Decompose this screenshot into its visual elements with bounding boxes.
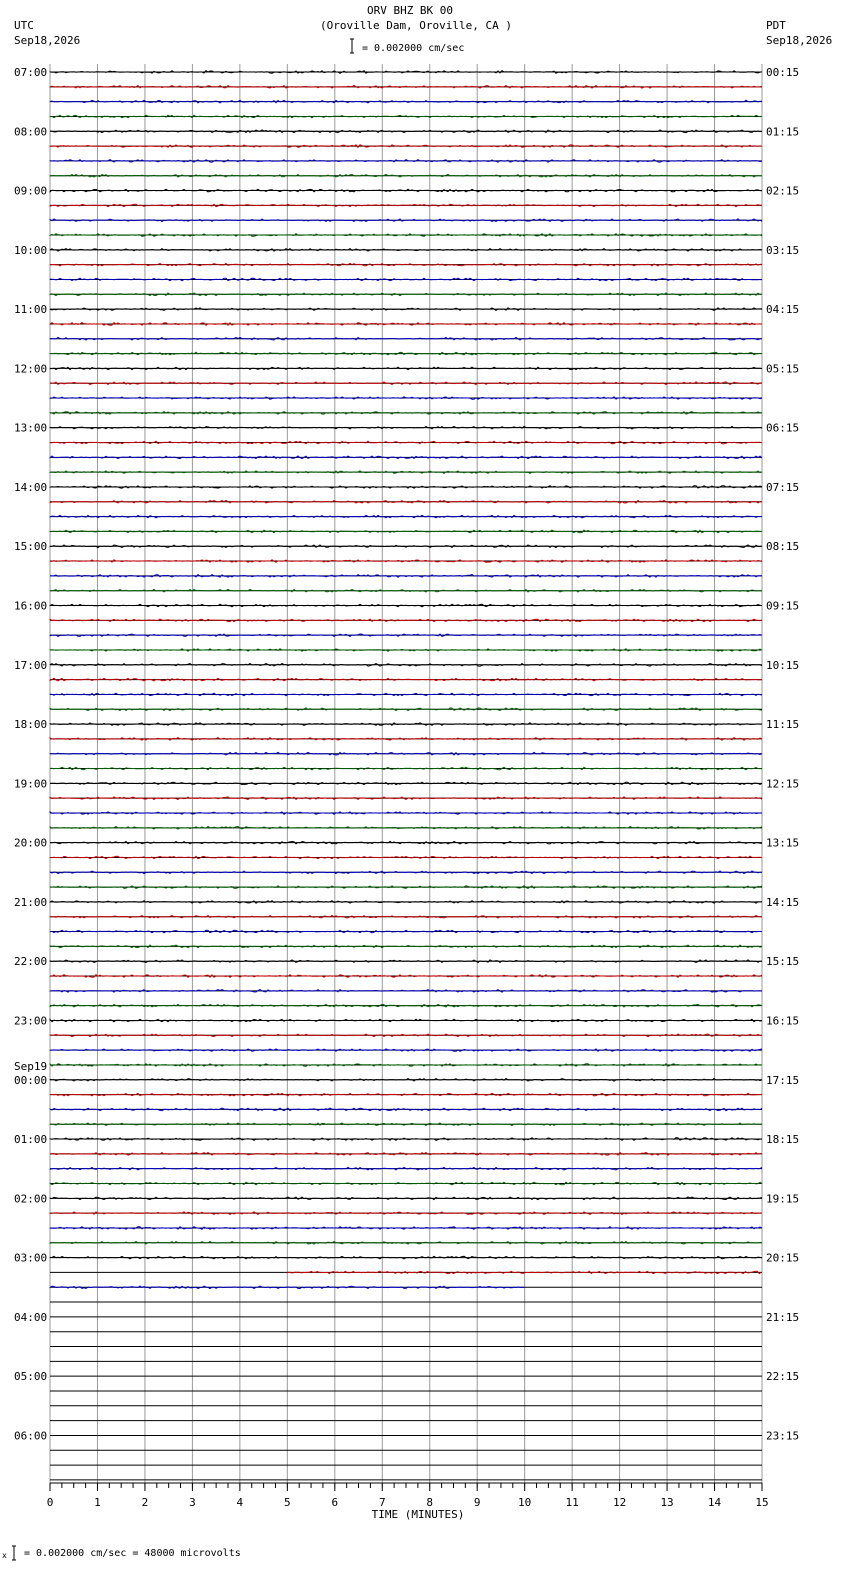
seismic-trace: [50, 426, 762, 429]
seismic-trace: [50, 412, 762, 415]
right-hour-label: 16:15: [766, 1014, 800, 1028]
seismic-trace: [50, 397, 762, 400]
right-hour-label: 18:15: [766, 1133, 800, 1147]
right-hour-label: 23:15: [766, 1429, 800, 1443]
right-hour-label: 17:15: [766, 1073, 800, 1087]
left-hour-label: 11:00: [14, 303, 48, 317]
seismic-trace: [50, 1034, 762, 1037]
right-hour-label: 03:15: [766, 243, 800, 257]
seismic-trace: [50, 752, 762, 755]
seismic-trace: [50, 382, 762, 385]
left-hour-label: 08:00: [14, 125, 48, 139]
seismic-trace: [50, 100, 762, 103]
footer-scale-label: = 0.002000 cm/sec = 48000 microvolts: [24, 1548, 241, 1559]
left-hour-label: 22:00: [14, 955, 48, 969]
right-hour-label: 19:15: [766, 1192, 800, 1206]
x-tick-label: 1: [94, 1496, 101, 1509]
seismic-trace: [50, 530, 762, 533]
left-hour-label: 13:00: [14, 421, 48, 435]
x-axis: [47, 1483, 769, 1509]
seismic-trace: [50, 174, 762, 177]
left-hour-label: 04:00: [14, 1310, 48, 1324]
seismic-trace: [50, 767, 762, 770]
scale-label: = 0.002000 cm/sec: [362, 43, 465, 54]
x-tick-label: 9: [473, 1496, 481, 1509]
seismic-trace: [50, 249, 762, 252]
right-hour-label: 06:15: [766, 421, 800, 435]
x-tick-label: 0: [46, 1496, 54, 1509]
seismic-trace: [50, 1064, 762, 1067]
seismic-trace: [50, 604, 762, 607]
seismic-trace: [50, 71, 762, 74]
plot-grid: [50, 64, 762, 1488]
left-hour-label: 03:00: [14, 1251, 48, 1265]
footer-corner-mark: x: [2, 1551, 7, 1560]
x-tick-label: 15: [755, 1496, 769, 1509]
seismic-trace: [50, 1256, 762, 1259]
right-timezone: PDT: [766, 19, 786, 32]
seismic-trace: [50, 782, 762, 785]
left-hour-label: 14:00: [14, 480, 48, 494]
seismic-trace: [50, 1212, 762, 1215]
seismic-trace: [50, 323, 762, 326]
right-hour-label: 15:15: [766, 955, 800, 969]
x-tick-label: 14: [707, 1496, 722, 1509]
right-hour-label: 05:15: [766, 362, 800, 376]
seismic-trace: [50, 693, 762, 696]
seismic-trace: [50, 649, 762, 652]
right-hour-label: 08:15: [766, 540, 800, 554]
seismic-trace: [50, 1167, 762, 1170]
x-tick-label: 5: [284, 1496, 291, 1509]
right-date: Sep18,2026: [766, 34, 833, 47]
x-tick-label: 8: [426, 1496, 434, 1509]
seismic-trace: [50, 619, 762, 622]
seismic-trace: [50, 501, 762, 504]
right-hour-label: 01:15: [766, 125, 800, 139]
seismic-trace: [50, 723, 762, 726]
seismic-trace: [50, 1079, 762, 1082]
seismic-trace: [50, 1004, 762, 1007]
seismic-trace: [50, 1049, 762, 1051]
x-axis-label: TIME (MINUTES): [371, 1508, 465, 1521]
left-hour-label: 15:00: [14, 540, 48, 554]
seismic-trace: [50, 827, 762, 830]
seismic-trace: [50, 145, 762, 148]
left-hour-label: 18:00: [14, 718, 48, 732]
right-hour-label: 10:15: [766, 658, 800, 672]
left-hour-label: 20:00: [14, 836, 48, 850]
seismic-trace: [50, 960, 762, 963]
left-hour-label: 06:00: [14, 1429, 48, 1443]
x-tick-label: 12: [612, 1496, 627, 1509]
seismic-trace: [50, 189, 762, 192]
right-hour-label: 20:15: [766, 1251, 800, 1265]
station-location: (Oroville Dam, Oroville, CA ): [319, 19, 513, 32]
x-tick-label: 13: [660, 1496, 674, 1509]
seismic-trace: [50, 263, 762, 266]
left-hour-label: 09:00: [14, 184, 48, 198]
seismic-trace: [50, 678, 762, 681]
seismic-trace: [50, 945, 762, 948]
right-hour-label: 22:15: [766, 1370, 800, 1384]
seismic-trace: [50, 664, 762, 667]
station-title: ORV BHZ BK 00: [366, 4, 454, 17]
x-tick-label: 7: [378, 1496, 386, 1509]
seismic-trace: [50, 708, 762, 711]
seismic-trace: [50, 367, 762, 370]
right-hour-label: 13:15: [766, 836, 800, 850]
left-hour-label: 19:00: [14, 777, 48, 791]
right-hour-label: 11:15: [766, 718, 800, 732]
x-tick-label: 11: [565, 1496, 579, 1509]
seismic-trace: [50, 471, 762, 474]
right-hour-label: 09:15: [766, 599, 800, 613]
x-tick-label: 2: [141, 1496, 149, 1509]
left-hour-label: 21:00: [14, 895, 48, 909]
left-hour-label: 07:00: [14, 66, 48, 79]
seismic-trace: [50, 352, 762, 355]
seismic-trace: [50, 338, 762, 341]
seismic-trace: [50, 634, 762, 636]
x-tick-label: 3: [189, 1496, 196, 1509]
left-hour-label: 10:00: [14, 243, 48, 257]
seismic-trace: [50, 308, 762, 311]
seismic-trace: [50, 1197, 762, 1200]
seismic-trace: [50, 219, 762, 222]
seismic-trace: [50, 1019, 762, 1022]
seismic-trace: [50, 1108, 762, 1111]
seismic-trace: [50, 204, 762, 207]
seismic-trace: [50, 1123, 762, 1126]
left-timezone: UTC: [14, 19, 34, 32]
left-hour-label: 17:00: [14, 658, 48, 672]
seismic-trace: [50, 871, 762, 874]
right-hour-label: 00:15: [766, 66, 800, 79]
x-tick-label: 10: [518, 1496, 532, 1509]
seismic-trace: [50, 441, 762, 444]
left-hour-label: 05:00: [14, 1370, 48, 1384]
seismic-trace: [50, 560, 762, 563]
right-hour-label: 12:15: [766, 777, 800, 791]
left-hour-label: 02:00: [14, 1192, 48, 1206]
right-hour-label: 04:15: [766, 303, 800, 317]
trace-layer: [50, 71, 762, 1289]
date-change-label: Sep19: [14, 1059, 48, 1073]
seismic-trace: [50, 1242, 762, 1245]
right-hour-label: 14:15: [766, 895, 800, 909]
left-hour-label: 00:00: [14, 1073, 48, 1087]
seismic-trace: [50, 738, 762, 741]
left-date: Sep18,2026: [14, 34, 81, 47]
seismic-trace: [50, 130, 762, 133]
x-tick-label: 6: [331, 1496, 339, 1509]
left-hour-label: 16:00: [14, 599, 48, 613]
right-hour-label: 02:15: [766, 184, 800, 198]
left-hour-label: 01:00: [14, 1133, 48, 1147]
seismic-trace: [50, 990, 762, 993]
right-hour-label: 07:15: [766, 480, 800, 494]
left-hour-label: 23:00: [14, 1014, 48, 1028]
right-hour-label: 21:15: [766, 1310, 800, 1324]
seismic-trace: [50, 1138, 762, 1141]
left-hour-label: 12:00: [14, 362, 48, 376]
seismic-trace: [50, 486, 762, 489]
seismic-trace: [50, 1227, 762, 1230]
x-tick-label: 4: [236, 1496, 244, 1509]
